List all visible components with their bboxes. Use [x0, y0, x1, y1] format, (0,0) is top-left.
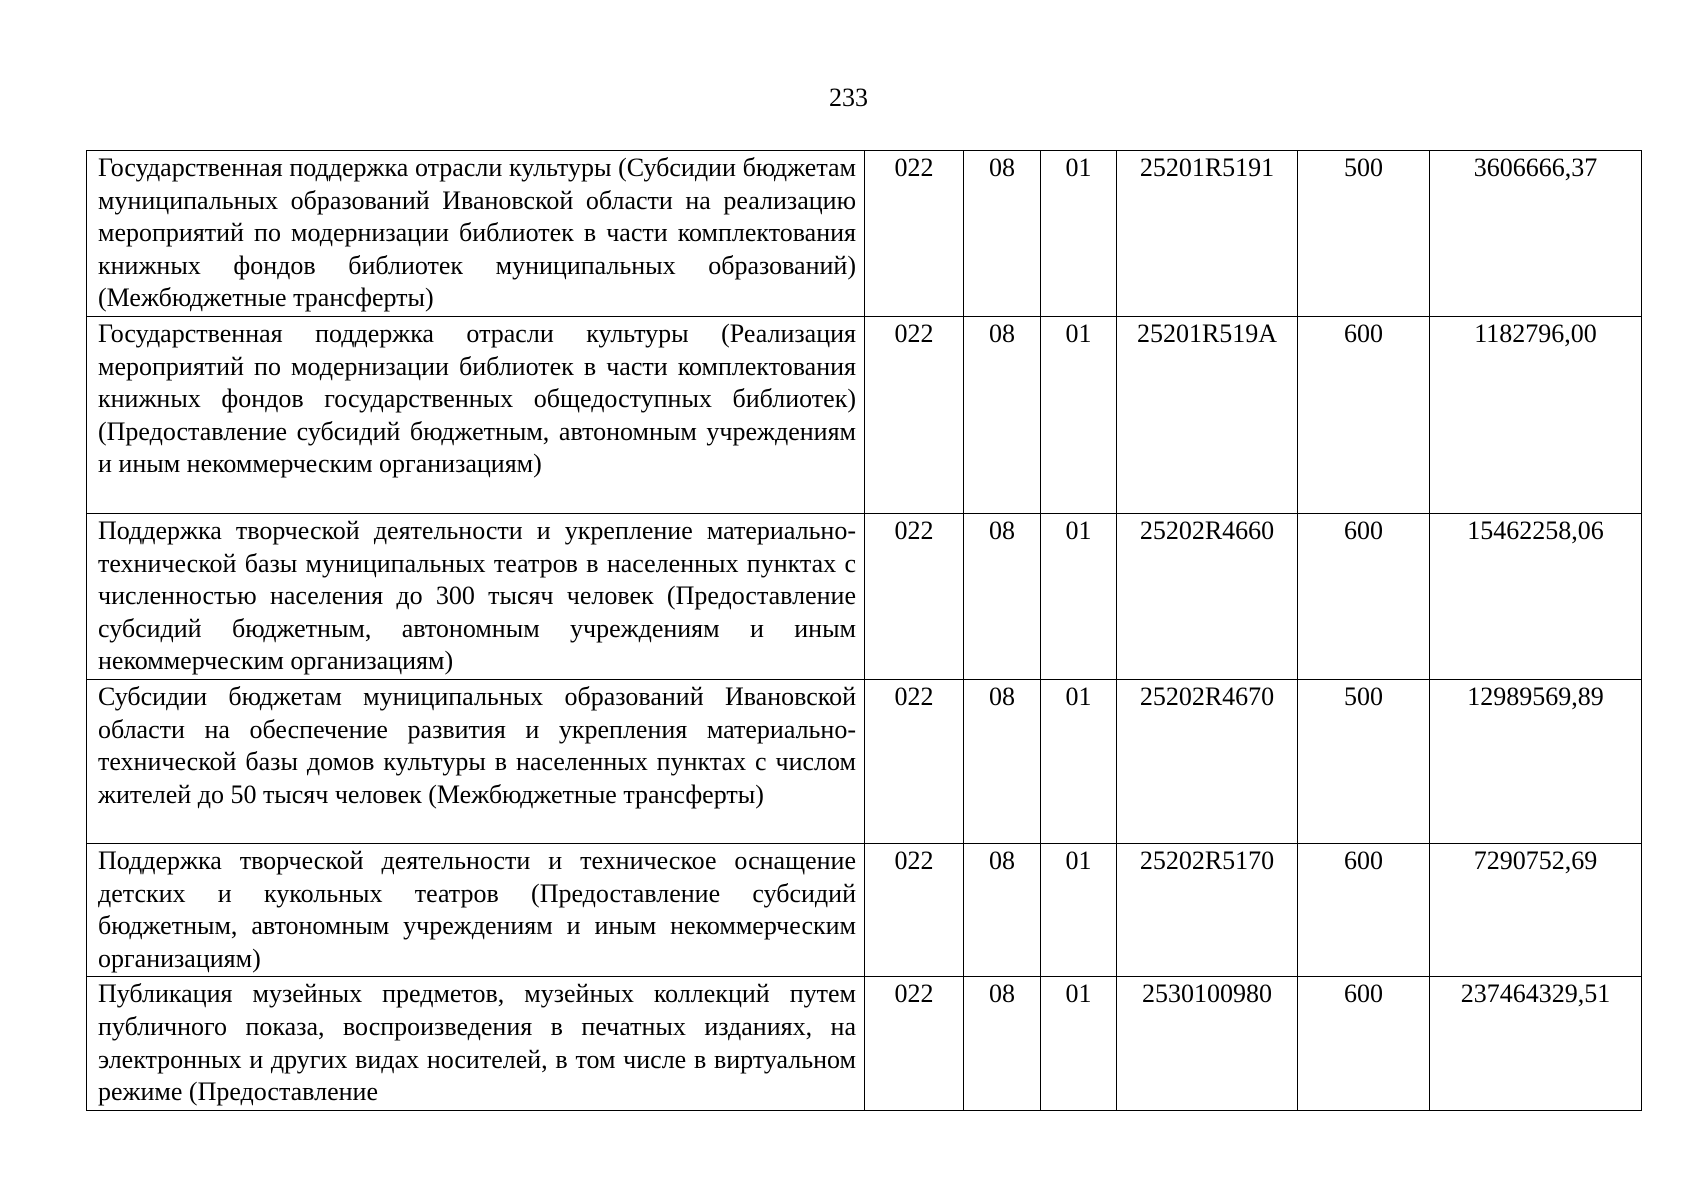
- section-code: 08: [964, 316, 1041, 513]
- table-row: [87, 151, 1642, 317]
- table-row: [87, 679, 1642, 843]
- subsection-code: 01: [1041, 977, 1117, 1110]
- amount-value: 12989569,89: [1430, 679, 1642, 843]
- ministry-code: 022: [865, 679, 964, 843]
- target-article-code: 25202R4660: [1117, 513, 1298, 679]
- section-code: 08: [964, 151, 1041, 317]
- target-article-code: 2530100980: [1117, 977, 1298, 1110]
- section-code: 08: [964, 977, 1041, 1110]
- expense-type-code: 600: [1298, 316, 1430, 513]
- row-description: Государственная поддержка отрасли культуры (Субсидии бюджетам муниципальных образований Ивановской области на реализацию мероприятий по модернизации библиотек в части комплектования книжных фондов библиотек муниципальных образований) (Межбюджетные трансферты): [87, 151, 865, 317]
- ministry-code: 022: [865, 316, 964, 513]
- amount-value: 15462258,06: [1430, 513, 1642, 679]
- target-article-code: 25202R4670: [1117, 679, 1298, 843]
- table-row: [87, 513, 1642, 679]
- ministry-code: 022: [865, 977, 964, 1110]
- subsection-code: 01: [1041, 843, 1117, 976]
- table-row: [87, 843, 1642, 976]
- expense-type-code: 500: [1298, 151, 1430, 317]
- budget-table: [86, 150, 1642, 1111]
- row-description: Государственная поддержка отрасли культуры (Реализация мероприятий по модернизации библиотек в части комплектования книжных фондов государственных общедоступных библиотек) (Предоставление субсидий бюджетным, автономным учреждениям и иным некоммерческим организациям): [87, 316, 865, 513]
- expense-type-code: 600: [1298, 513, 1430, 679]
- row-description: Публикация музейных предметов, музейных коллекций путем публичного показа, воспроизведения в печатных изданиях, на электронных и других видах носителей, в том числе в виртуальном режиме (Предоставление: [87, 977, 865, 1110]
- expense-type-code: 600: [1298, 977, 1430, 1110]
- page-number: 233: [829, 83, 868, 112]
- subsection-code: 01: [1041, 316, 1117, 513]
- target-article-code: 25201R519A: [1117, 316, 1298, 513]
- target-article-code: 25202R5170: [1117, 843, 1298, 976]
- section-code: 08: [964, 513, 1041, 679]
- section-code: 08: [964, 843, 1041, 976]
- row-description: Поддержка творческой деятельности и укрепление материально-технической базы муниципальных театров в населенных пунктах с численностью населения до 300 тысяч человек (Предоставление субсидий бюджетным, автономным учреждениям и иным некоммерческим организациям): [87, 513, 865, 679]
- ministry-code: 022: [865, 513, 964, 679]
- section-code: 08: [964, 679, 1041, 843]
- amount-value: 237464329,51: [1430, 977, 1642, 1110]
- ministry-code: 022: [865, 151, 964, 317]
- target-article-code: 25201R5191: [1117, 151, 1298, 317]
- subsection-code: 01: [1041, 513, 1117, 679]
- amount-value: 3606666,37: [1430, 151, 1642, 317]
- table-row: [87, 316, 1642, 513]
- amount-value: 7290752,69: [1430, 843, 1642, 976]
- subsection-code: 01: [1041, 679, 1117, 843]
- row-description: Субсидии бюджетам муниципальных образований Ивановской области на обеспечение развития и укрепления материально-технической базы домов культуры в населенных пунктах с числом жителей до 50 тысяч человек (Межбюджетные трансферты): [87, 679, 865, 843]
- amount-value: 1182796,00: [1430, 316, 1642, 513]
- expense-type-code: 600: [1298, 843, 1430, 976]
- subsection-code: 01: [1041, 151, 1117, 317]
- table-row: [87, 977, 1642, 1110]
- expense-type-code: 500: [1298, 679, 1430, 843]
- row-description: Поддержка творческой деятельности и техническое оснащение детских и кукольных театров (Предоставление субсидий бюджетным, автономным учреждениям и иным некоммерческим организациям): [87, 843, 865, 976]
- ministry-code: 022: [865, 843, 964, 976]
